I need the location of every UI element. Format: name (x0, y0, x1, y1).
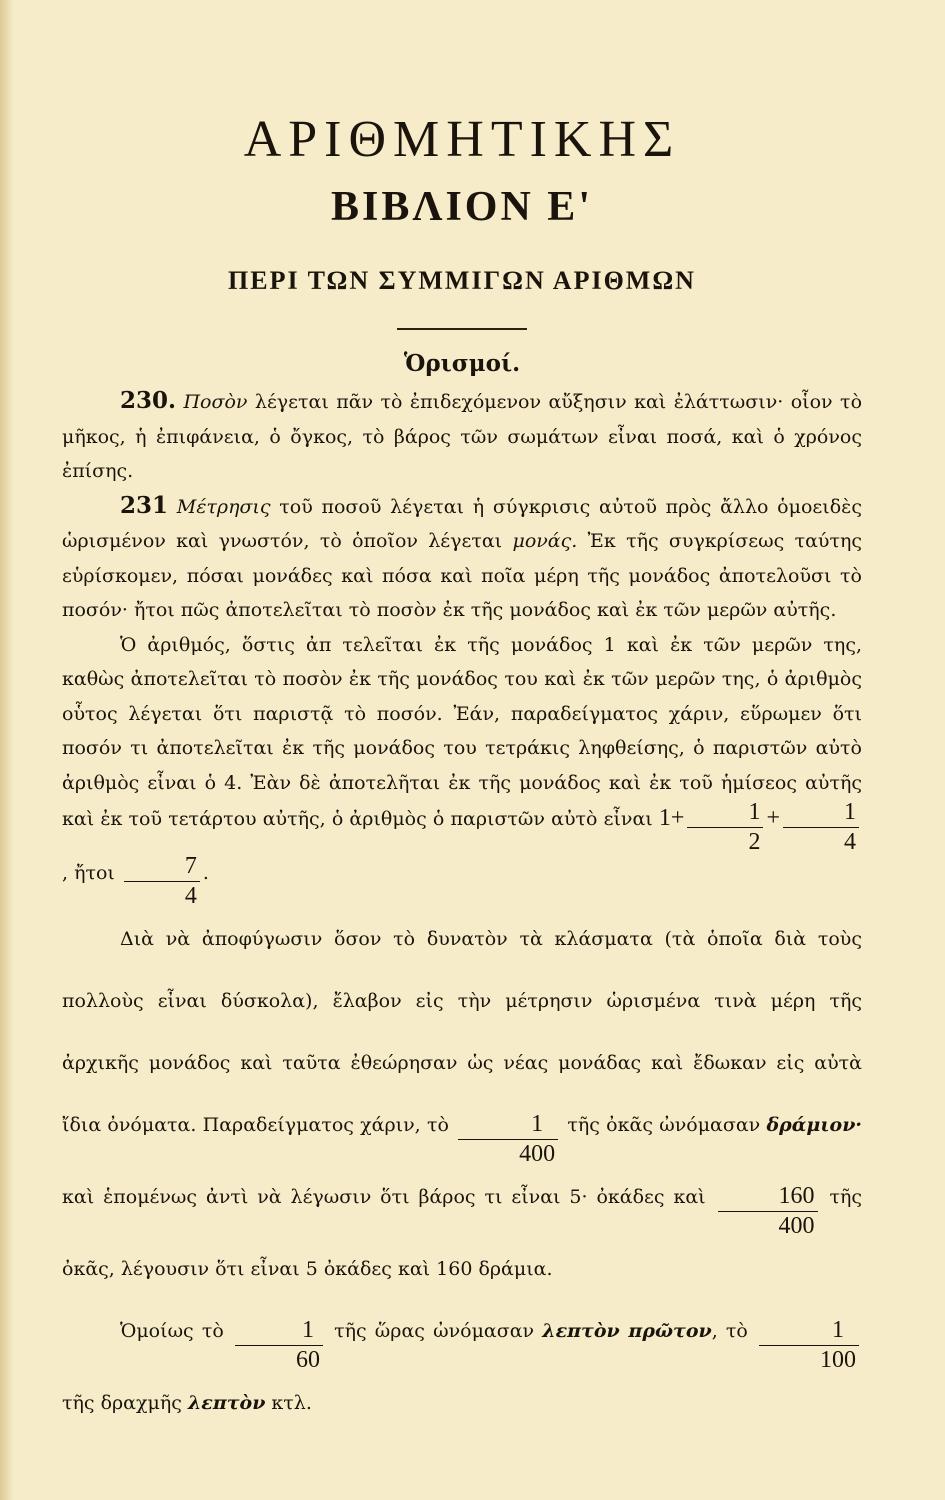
fraction-160-400: $\frac{160}{400}$ (718, 1184, 818, 1238)
math-plus: + (766, 805, 781, 831)
page-binding-edge (0, 0, 14, 1500)
paragraph-text: τῆς ὀκᾶς, λέγουσιν ὅτι εἶναι 5 ὀκάδες καὶ 160 δράμια. (62, 1186, 862, 1280)
paragraph-text: ὀκάδες καὶ (596, 1186, 706, 1208)
paragraph-text: Ὁμοίως τὸ (120, 1320, 224, 1342)
math-one: 1 (658, 805, 671, 831)
paragraph-text: τῆς ὥρας ὠνόμασαν (334, 1320, 535, 1342)
book-page (62, 108, 862, 1434)
paragraph-text: , τὸ (711, 1320, 748, 1342)
term-lepton: λεπτὸν (187, 1392, 266, 1414)
math-end: . (202, 862, 209, 884)
book-title: ΑΡΙΘΜΗΤΙΚΗΣ (243, 111, 681, 168)
term-quantity: Ποσὸν (183, 391, 248, 413)
paragraph-text: τοῦ ποσοῦ λέγεται ἡ σύγκρισις αὐτοῦ πρὸς ἄλλο ὁμοειδὲς ὡρισμένον καὶ γνωστόν, τὸ ὁποῖον λέγεται (62, 495, 862, 552)
paragraph-text: τῆς δραχμῆς (62, 1392, 182, 1414)
paragraph-text: Διὰ νὰ ἀποφύγωσιν ὅσον τὸ δυνατὸν τὰ κλάσματα (τὰ ὁποῖα διὰ τοὺς πολλοὺς εἶναι δύσκολα), ἔλαβον εἰς τὴν μέτρησιν ὡρισμένα τινὰ μέρη τῆς ἀρχικῆς μονάδος καὶ ταῦτα ἐθεώρησαν ὡς νέας μονάδας καὶ ἔδωκαν εἰς αὐτὰ ἴδια ὀνόματα. Παραδείγματος χάριν, τὸ (62, 928, 862, 1136)
fraction-one-quarter: $\frac{1}{4}$ (783, 800, 859, 854)
paragraph-text: Ὁ ἀριθμός, ὅστις ἀπ τελεῖται ἐκ τῆς μονάδος 1 καὶ ἐκ τῶν μερῶν της, καθὼς ἀποτελεῖται τὸ ποσὸν ἐκ τῆς μονάδος του καὶ ἐκ τῶν μερῶν της, ὁ ἀριθμὸς οὗτος λέγεται ὅτι παριστᾷ τὸ ποσόν. Ἐάν, παραδείγματος χάριν, εὕρωμεν ὅτι ποσόν τι ἀποτελεῖται ἐκ τῆς μονάδος του τετράκις ληφθείσης, ὁ παριστῶν αὐτὸ ἀριθμὸς εἶναι ὁ 4. Ἐὰν δὲ ἀποτελῆται ἐκ τῆς μονάδος καὶ ἐκ τοῦ ἡμίσεος αὐτῆς καὶ ἐκ τοῦ τετάρτου αὐτῆς, ὁ ἀριθμὸς ὁ παριστῶν αὐτὸ εἶναι (62, 633, 862, 830)
paragraph-number: 231 (120, 491, 169, 519)
paragraph-230 (62, 384, 862, 489)
term-measurement: Μέτρησις (176, 495, 271, 518)
math-connector: , ἤτοι (62, 862, 115, 884)
paragraph-number-represents (62, 628, 862, 909)
fraction-one-100: $\frac{1}{100}$ (759, 1318, 859, 1372)
paragraph-number: 230. (120, 387, 177, 414)
paragraph-units (62, 908, 862, 1300)
chapter-title: ΠΕΡΙ ΤΩΝ ΣΥΜΜΙΓΩΝ ΑΡΙΘΜΩΝ (228, 266, 696, 295)
book-number: ΒΙΒΛΙΟΝ Ε' (330, 184, 593, 230)
paragraph-text: τῆς ὀκᾶς ὠνόμασαν (567, 1114, 761, 1136)
fraction-seven-quarters: $\frac{7}{4}$ (124, 854, 200, 908)
section-heading: Ὁρισμοί. (403, 350, 521, 377)
fraction-one-half: $\frac{1}{2}$ (687, 800, 763, 854)
fraction-one-400: $\frac{1}{400}$ (458, 1112, 558, 1166)
fraction-one-60: $\frac{1}{60}$ (235, 1318, 323, 1372)
paragraph-text: λέγεται πᾶν τὸ ἐπιδεχόμενον αὔξησιν καὶ ἐλάττωσιν· οἷον τὸ μῆκος, ἡ ἐπιφάνεια, ὁ ὄγκος, τὸ βάρος τῶν σωμάτων εἶναι ποσά, καὶ ὁ χρόνος ἐπίσης. (62, 391, 863, 482)
paragraph-text: κτλ. (271, 1392, 312, 1414)
paragraph-minutes (62, 1300, 862, 1434)
paragraph-text: Ἐκ τῆς συγκρίσεως ταύτης εὑρίσκομεν, πόσαι μονάδες καὶ πόσα καὶ ποῖα μέρη τῆς μονάδος ἀποτελοῦσι τὸ ποσόν· ἤτοι πῶς ἀποτελεῖται τὸ ποσὸν ἐκ τῆς μονάδος καὶ ἐκ τῶν μερῶν αὐτῆς. (62, 530, 862, 621)
term-unit: μονάς. (512, 530, 578, 552)
paragraph-231 (62, 489, 862, 628)
body-text (62, 384, 862, 1434)
term-dram: δράμιον· (766, 1114, 862, 1136)
math-plus: + (670, 805, 685, 831)
paragraph-text: καὶ ἑπομένως ἀντὶ νὰ λέγωσιν ὅτι βάρος τι εἶναι 5· (62, 1186, 588, 1208)
title-divider (397, 328, 527, 330)
term-first-minute: λεπτὸν πρῶτον (542, 1320, 712, 1342)
